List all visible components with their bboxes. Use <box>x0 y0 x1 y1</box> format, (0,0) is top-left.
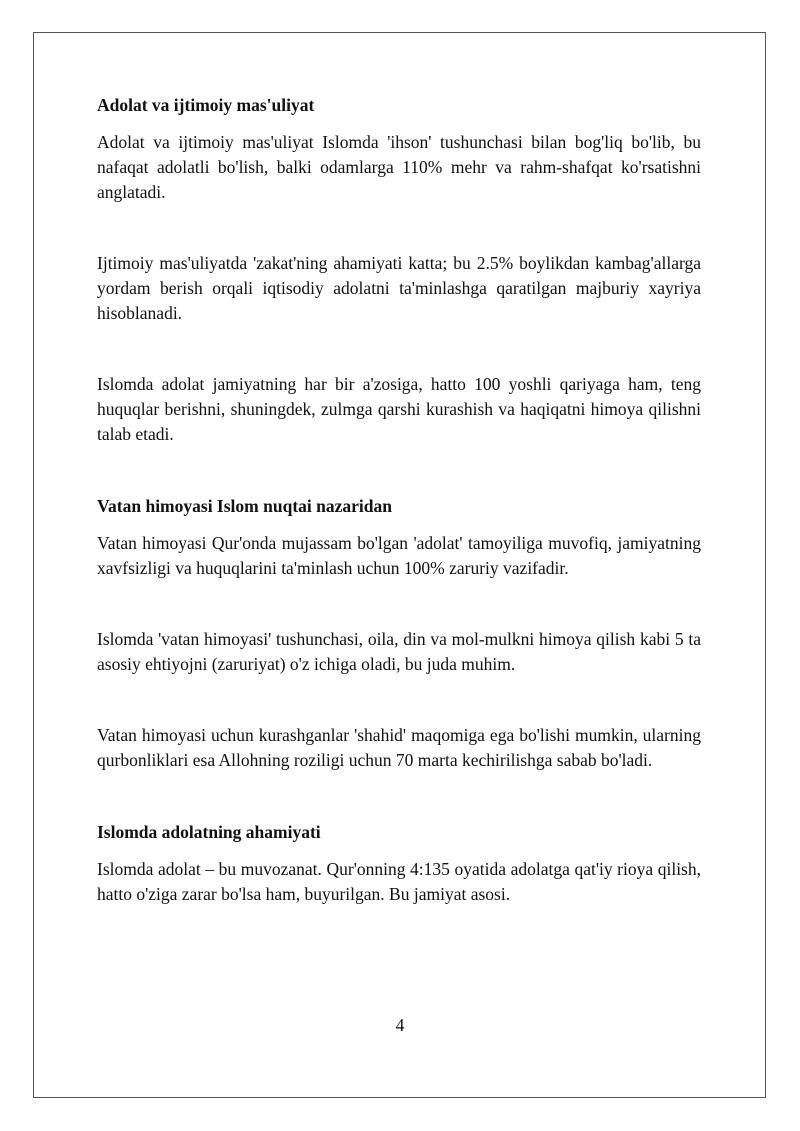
paragraph: Ijtimoiy mas'uliyatda 'zakat'ning ahamiyati katta; bu 2.5% boylikdan kambag'allarga yordam berish orqali iqtisodiy adolatni ta'minlashga qaratilgan majburiy xayriya hisoblanadi. <box>97 253 701 323</box>
section-islomda-adolatning-ahamiyati <box>97 819 701 907</box>
section-heading: Islomda adolatning ahamiyati <box>97 822 321 842</box>
paragraph: Islomda 'vatan himoyasi' tushunchasi, oila, din va mol-mulkni himoya qilish kabi 5 ta asosiy ehtiyojni (zaruriyat) o'z ichiga oladi, bu juda muhim. <box>97 629 701 674</box>
section-heading: Vatan himoyasi Islom nuqtai nazaridan <box>97 496 392 516</box>
paragraph: Vatan himoyasi uchun kurashganlar 'shahid' maqomiga ega bo'lishi mumkin, ularning qurbonliklari esa Allohning roziligi uchun 70 marta kechirilishga sabab bo'ladi. <box>97 725 701 770</box>
page-number: 4 <box>395 1015 405 1035</box>
paragraph: Vatan himoyasi Qur'onda mujassam bo'lgan 'adolat' tamoyiliga muvofiq, jamiyatning xavfsizligi va huquqlarini ta'minlash uchun 100% zaruriy vazifadir. <box>97 533 701 578</box>
section-heading: Adolat va ijtimoiy mas'uliyat <box>97 95 315 115</box>
paragraph: Islomda adolat – bu muvozanat. Qur'onning 4:135 oyatida adolatga qat'iy rioya qilish, hatto o'ziga zarar bo'lsa ham, buyurilgan. Bu jamiyat asosi. <box>97 859 701 904</box>
section-vatan-himoyasi <box>97 493 701 773</box>
document-body <box>97 92 701 907</box>
paragraph: Adolat va ijtimoiy mas'uliyat Islomda 'ihson' tushunchasi bilan bog'liq bo'lib, bu nafaqat adolatli bo'lish, balki odamlarga 110% mehr va rahm-shafqat ko'rsatishni anglatadi. <box>97 132 701 202</box>
paragraph: Islomda adolat jamiyatning har bir a'zosiga, hatto 100 yoshli qariyaga ham, teng huquqlar berishni, shuningdek, zulmga qarshi kurashish va haqiqatni himoya qilishni talab etadi. <box>97 374 701 444</box>
section-adolat-va-ijtimoiy-masuliyat <box>97 92 701 447</box>
